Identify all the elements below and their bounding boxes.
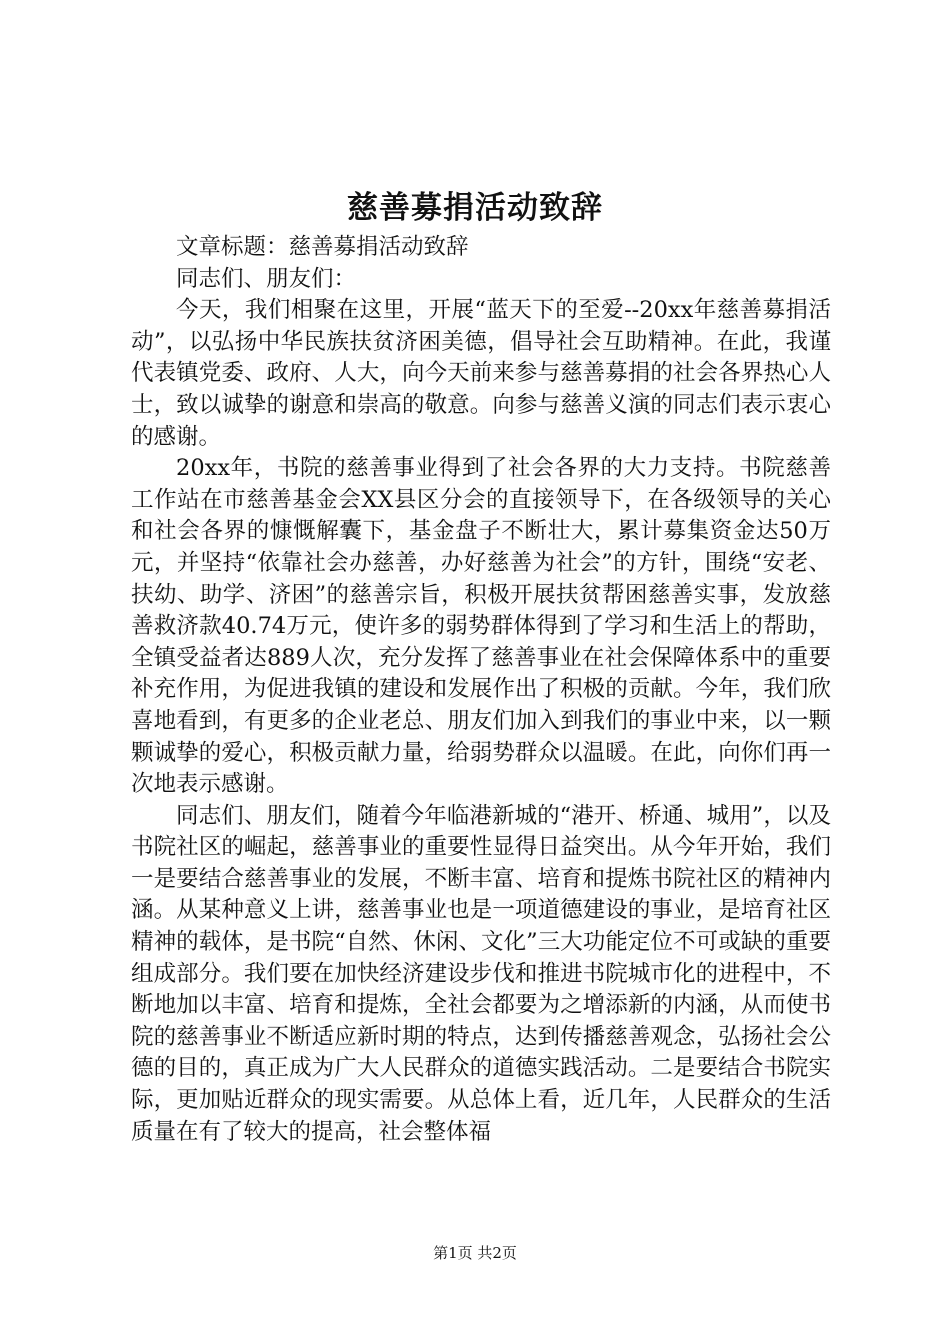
article-title-line: 文章标题：慈善募捐活动致辞 [176, 234, 469, 260]
body-paragraph: 同志们、朋友们，随着今年临港新城的“港开、桥通、城用”，以及书院社区的崛起，慈善事业的重要性显得日益突出。从今年开始，我们一是要结合慈善事业的发展，不断丰富、培育和提炼书院社区的精神内涵。从某种意义上讲，慈善事业也是一项道德建设的事业，是培育社区精神的载体，是书院“自然、休闲、文化”三大功能定位不可或缺的重要组成部分。我们要在加快经济建设步伐和推进书院城市化的进程中，不断地加以丰富、培育和提炼，全社会都要为之增添新的内涵，从而使书院的慈善事业不断适应新时期的特点，达到传播慈善观念，弘扬社会公德的目的，真正成为广大人民群众的道德实践活动。二是要结合书院实际，更加贴近群众的现实需要。从总体上看，近几年，人民群众的生活质量在有了较大的提高，社会整体福 [131, 802, 831, 1145]
document-title: 慈善募捐活动致辞 [347, 190, 603, 226]
body-paragraph: 今天，我们相聚在这里，开展“蓝天下的至爱--20xx年慈善募捐活动”，以弘扬中华民族扶贫济困美德，倡导社会互助精神。在此，我谨代表镇党委、政府、人大，向今天前来参与慈善募捐的社会各界热心人士，致以诚挚的谢意和崇高的敬意。向参与慈善义演的同志们表示衷心的感谢。 [131, 297, 831, 450]
salutation: 同志们、朋友们： [176, 265, 357, 292]
body-paragraph: 20xx年，书院的慈善事业得到了社会各界的大力支持。书院慈善工作站在市慈善基金会XX县区分会的直接领导下，在各级领导的关心和社会各界的慷慨解囊下，基金盘子不断壮大，累计募集资金达50万元，并坚持“依靠社会办慈善，办好慈善为社会”的方针，围绕“安老、扶幼、助学、济困”的慈善宗旨，积极开展扶贫帮困慈善实事，发放慈善救济款40.74万元，使许多的弱势群体得到了学习和生活上的帮助，全镇受益者达889人次，充分发挥了慈善事业在社会保障体系中的重要补充作用，为促进我镇的建设和发展作出了积极的贡献。今年，我们欣喜地看到，有更多的企业老总、朋友们加入到我们的事业中来，以一颗颗诚挚的爱心，积极贡献力量，给弱势群众以温暖。在此，向你们再一次地表示感谢。 [131, 455, 831, 798]
document-body [131, 232, 831, 1148]
page-number-footer: 第1页 共2页 [433, 1244, 517, 1262]
